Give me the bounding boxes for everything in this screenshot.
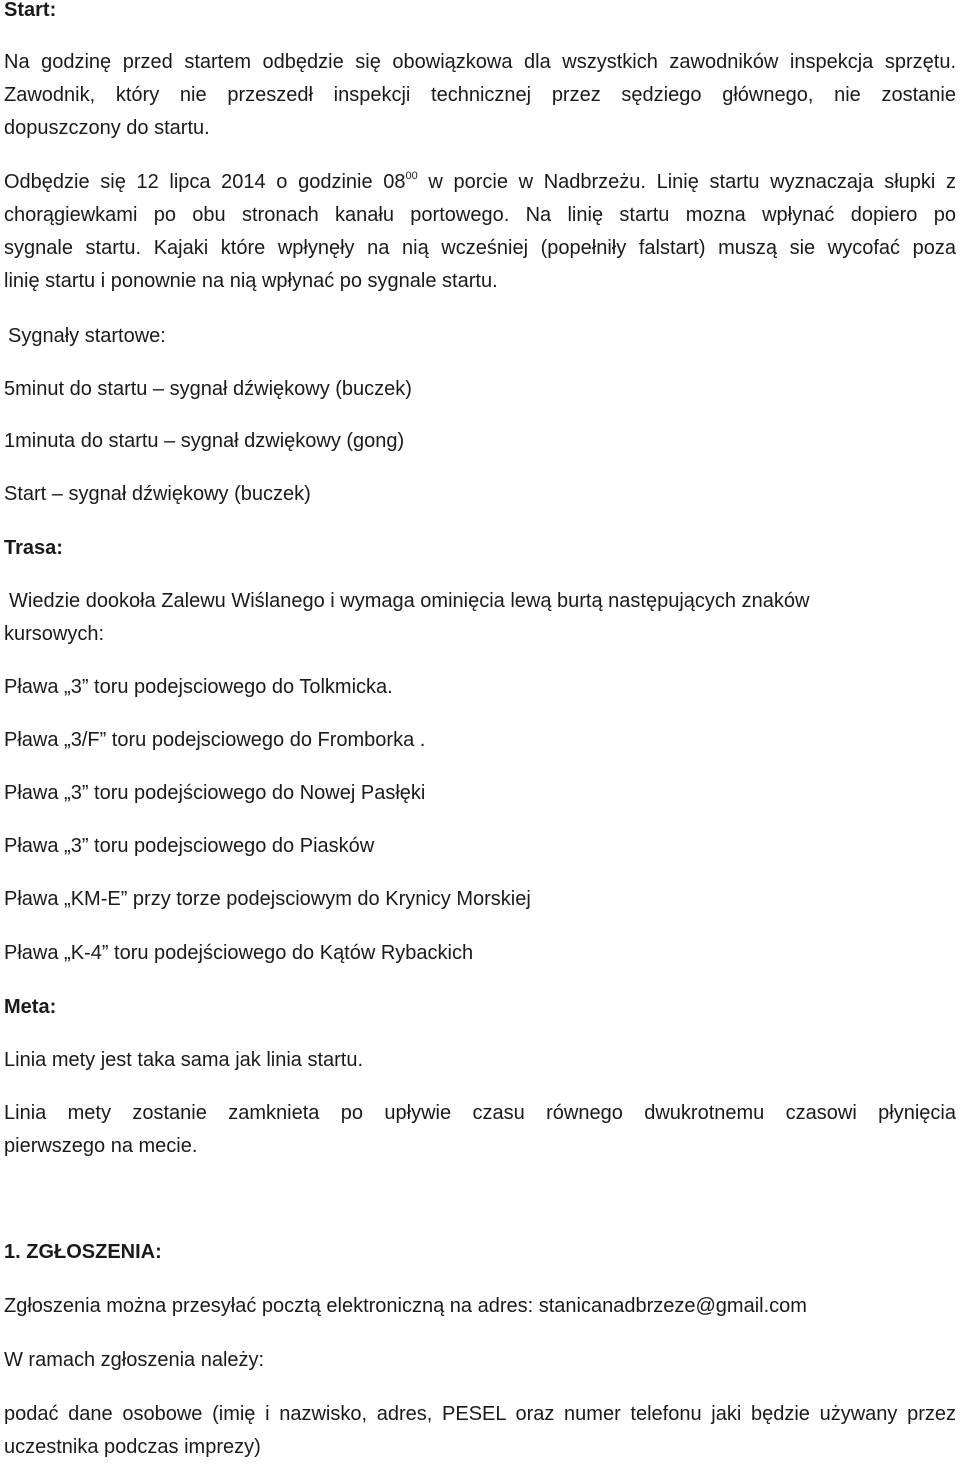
inspection-line-3: dopuszczony do startu.	[4, 117, 210, 139]
buoy-item: Pława „3” toru podejsciowego do Piasków	[4, 835, 375, 857]
finish-heading: Meta:	[4, 996, 57, 1018]
start-heading: Start:	[4, 0, 57, 21]
finish-closing-line-2: pierwszego na mecie.	[4, 1135, 198, 1157]
buoy-item: Pława „3” toru podejsciowego do Tolkmicka.	[4, 676, 393, 698]
route-intro-line-1: Wiedzie dookoła Zalewu Wiślanego i wymaga ominięcia lewą burtą następujących znaków	[9, 590, 810, 612]
route-intro-line-2: kursowych:	[4, 623, 105, 645]
entries-email-line: Zgłoszenia można przesyłać pocztą elektroniczną na adres: stanicanadbrzeze@gmail.com	[4, 1295, 807, 1317]
buoy-item: Pława „K-4” toru podejściowego do Kątów Rybackich	[4, 942, 474, 964]
signal-item: 1minuta do startu – sygnał dzwiękowy (gong)	[4, 430, 405, 452]
finish-closing-line-1: Linia mety zostanie zamknieta po upływie czasu równego dwukrotnemu czasowi płynięcia	[4, 1102, 956, 1124]
buoy-item: Pława „3” toru podejściowego do Nowej Pasłęki	[4, 782, 426, 804]
buoy-item: Pława „KM-E” przy torze podejsciowym do Krynicy Morskiej	[4, 888, 531, 910]
entries-requirement: W ramach zgłoszenia należy:	[4, 1349, 265, 1371]
personal-data-line-1: podać dane osobowe (imię i nazwisko, adres, PESEL oraz numer telefonu jaki będzie używany przez	[4, 1403, 956, 1425]
finish-same-line: Linia mety jest taka sama jak linia startu.	[4, 1049, 364, 1071]
signal-item: 5minut do startu – sygnał dźwiękowy (buczek)	[4, 378, 412, 400]
entries-heading: 1. ZGŁOSZENIA:	[4, 1241, 162, 1263]
start-details-line-1: chorągiewkami po obu stronach kanału portowego. Na linię startu mozna wpłynać dopiero po	[4, 204, 956, 226]
buoy-item: Pława „3/F” toru podejsciowego do Fromborka .	[4, 729, 426, 751]
signals-heading: Sygnały startowe:	[8, 325, 166, 347]
start-date-line	[4, 166, 956, 199]
start-date-text: Odbędzie się 12 lipca 2014 o godzinie 08	[4, 171, 406, 193]
start-location-text: w porcie w Nadbrzeżu. Linię startu wyznaczaja słupki z	[417, 171, 957, 193]
inspection-line-2: Zawodnik, który nie przeszedł inspekcji technicznej przez sędziego głównego, nie zostanie	[4, 84, 956, 106]
start-details-line-2: sygnale startu. Kajaki które wpłynęły na nią wcześniej (popełniły falstart) muszą sie wycofać poza	[4, 237, 956, 259]
start-time-minutes: 00	[405, 170, 418, 182]
route-heading: Trasa:	[4, 537, 63, 559]
personal-data-line-2: uczestnika podczas imprezy)	[4, 1436, 261, 1458]
signal-item: Start – sygnał dźwiękowy (buczek)	[4, 483, 311, 505]
start-details-line-3: linię startu i ponownie na nią wpłynać po sygnale startu.	[4, 270, 498, 292]
inspection-line-1: Na godzinę przed startem odbędzie się obowiązkowa dla wszystkich zawodników inspekcja sprzętu.	[4, 51, 956, 73]
